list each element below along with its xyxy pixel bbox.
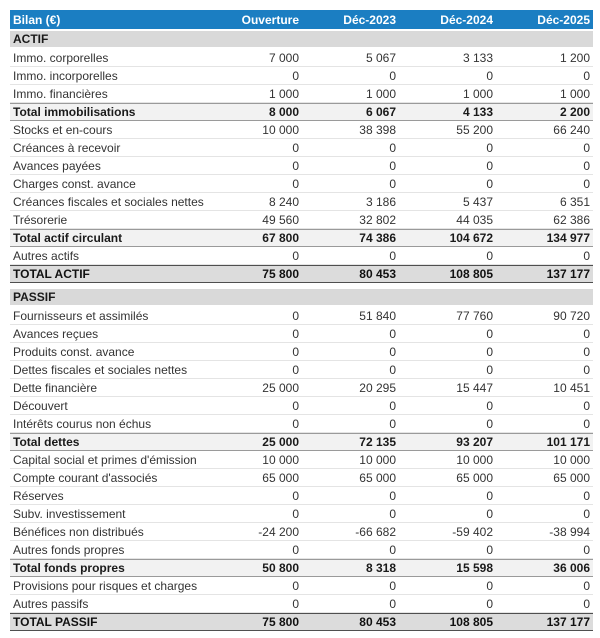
cell-value: 0 [486,140,493,155]
cell-value: 137 177 [546,615,590,629]
cell-value: 0 [486,416,493,431]
data-row [10,247,593,265]
cell-value: 62 386 [553,212,590,227]
cell-value: 0 [389,344,396,359]
cell-value: 0 [389,416,396,431]
data-row [10,67,593,85]
cell-value: 0 [583,68,590,83]
row-label: Fournisseurs et assimilés [13,308,149,323]
data-row [10,505,593,523]
row-label: Créances à recevoir [13,140,121,155]
cell-value: 0 [389,140,396,155]
subtotal-row [10,433,593,451]
row-label: Dette financière [13,380,98,395]
cell-value: 0 [583,578,590,593]
cell-value: 10 000 [262,452,299,467]
cell-value: 0 [292,488,299,503]
cell-value: 134 977 [546,231,590,245]
cell-value: 7 000 [268,50,299,65]
cell-value: 75 800 [262,267,299,281]
row-label: Créances fiscales et sociales nettes [13,194,204,209]
row-label: Réserves [13,488,64,503]
cell-value: 3 133 [462,50,493,65]
cell-value: 0 [389,578,396,593]
cell-value: 0 [292,248,299,263]
cell-value: 0 [486,506,493,521]
cell-value: 0 [292,344,299,359]
data-row [10,451,593,469]
cell-value: 137 177 [546,267,590,281]
cell-value: 0 [583,140,590,155]
cell-value: 80 453 [359,615,396,629]
cell-value: 0 [583,542,590,557]
data-row [10,595,593,613]
column-header-dec-2024: Déc-2024 [440,12,493,27]
cell-value: 0 [583,158,590,173]
data-row [10,523,593,541]
data-row [10,157,593,175]
cell-value: 15 598 [456,561,493,575]
row-label: Trésorerie [13,212,68,227]
subtotal-row [10,559,593,577]
cell-value: 0 [583,596,590,611]
cell-value: 0 [486,488,493,503]
cell-value: -66 682 [355,524,396,539]
cell-value: 20 295 [359,380,396,395]
cell-value: 65 000 [359,470,396,485]
subtotal-row [10,103,593,121]
total-row [10,265,593,283]
cell-value: 6 067 [365,105,396,119]
cell-value: 0 [583,326,590,341]
cell-value: 0 [486,344,493,359]
cell-value: 15 447 [456,380,493,395]
data-row [10,577,593,595]
cell-value: 55 200 [456,122,493,137]
cell-value: 0 [583,416,590,431]
cell-value: 36 006 [553,561,590,575]
cell-value: -24 200 [258,524,299,539]
balance-sheet-table [10,10,593,631]
cell-value: 0 [486,542,493,557]
cell-value: 0 [389,596,396,611]
row-label: Autres passifs [13,596,89,611]
cell-value: 10 000 [262,122,299,137]
data-row [10,415,593,433]
row-label: Autres fonds propres [13,542,125,557]
section-row [10,31,593,49]
cell-value: 0 [583,506,590,521]
cell-value: 0 [292,308,299,323]
row-label: Total fonds propres [13,561,125,575]
cell-value: 10 000 [456,452,493,467]
cell-value: 0 [583,248,590,263]
data-row [10,325,593,343]
cell-value: 6 351 [559,194,590,209]
cell-value: 0 [389,362,396,377]
cell-value: 0 [486,158,493,173]
cell-value: -38 994 [549,524,590,539]
cell-value: 25 000 [262,435,299,449]
row-label: Dettes fiscales et sociales nettes [13,362,188,377]
cell-value: 5 437 [462,194,493,209]
data-row [10,175,593,193]
cell-value: 0 [389,326,396,341]
row-label: Immo. financières [13,86,108,101]
data-row [10,307,593,325]
row-label: Total actif circulant [13,231,123,245]
data-row [10,49,593,67]
data-row [10,343,593,361]
row-label: Capital social et primes d'émission [13,452,197,467]
cell-value: 0 [292,176,299,191]
cell-value: 0 [292,362,299,377]
row-label: Charges const. avance [13,176,136,191]
cell-value: 1 200 [559,50,590,65]
cell-value: 0 [292,140,299,155]
row-label: Produits const. avance [13,344,135,359]
table-rows [10,31,593,631]
row-label: TOTAL ACTIF [13,267,90,281]
data-row [10,85,593,103]
cell-value: 0 [389,68,396,83]
cell-value: 0 [389,158,396,173]
cell-value: 8 318 [365,561,396,575]
table-title: Bilan (€) [13,12,61,27]
cell-value: 77 760 [456,308,493,323]
cell-value: 10 451 [553,380,590,395]
row-label: Immo. incorporelles [13,68,118,83]
cell-value: 0 [583,362,590,377]
cell-value: 0 [486,68,493,83]
data-row [10,541,593,559]
cell-value: 72 135 [359,435,396,449]
cell-value: 108 805 [449,267,493,281]
data-row [10,139,593,157]
row-label: Subv. investissement [13,506,126,521]
cell-value: 0 [292,326,299,341]
cell-value: 38 398 [359,122,396,137]
cell-value: 0 [583,488,590,503]
cell-value: 0 [389,542,396,557]
cell-value: 0 [583,176,590,191]
cell-value: 1 000 [365,86,396,101]
cell-value: 32 802 [359,212,396,227]
cell-value: 1 000 [268,86,299,101]
row-label: Compte courant d'associés [13,470,158,485]
cell-value: 101 171 [546,435,590,449]
section-row [10,289,593,307]
cell-value: 0 [292,68,299,83]
cell-value: 1 000 [559,86,590,101]
cell-value: 108 805 [449,615,493,629]
cell-value: 90 720 [553,308,590,323]
cell-value: 0 [486,176,493,191]
subtotal-row [10,229,593,247]
cell-value: 10 000 [553,452,590,467]
cell-value: 0 [389,248,396,263]
cell-value: 1 000 [462,86,493,101]
row-label: Avances reçues [13,326,99,341]
cell-value: 10 000 [359,452,396,467]
row-label: Stocks et en-cours [13,122,113,137]
cell-value: 66 240 [553,122,590,137]
column-header-dec-2023: Déc-2023 [343,12,396,27]
cell-value: 0 [583,398,590,413]
cell-value: 51 840 [359,308,396,323]
row-label: Total dettes [13,435,80,449]
cell-value: 0 [389,176,396,191]
cell-value: 0 [292,416,299,431]
cell-value: 49 560 [262,212,299,227]
cell-value: 8 000 [268,105,299,119]
cell-value: 0 [486,578,493,593]
cell-value: 0 [292,596,299,611]
cell-value: 0 [583,344,590,359]
cell-value: 5 067 [365,50,396,65]
cell-value: 93 207 [456,435,493,449]
cell-value: 65 000 [553,470,590,485]
column-header-dec-2025: Déc-2025 [537,12,590,27]
cell-value: 8 240 [268,194,299,209]
cell-value: 0 [292,158,299,173]
cell-value: 44 035 [456,212,493,227]
cell-value: 0 [292,398,299,413]
cell-value: 0 [486,596,493,611]
cell-value: 50 800 [262,561,299,575]
cell-value: 0 [486,398,493,413]
cell-value: 0 [292,506,299,521]
cell-value: 0 [486,326,493,341]
cell-value: 0 [389,398,396,413]
cell-value: -59 402 [452,524,493,539]
cell-value: 25 000 [262,380,299,395]
row-label: Avances payées [13,158,101,173]
cell-value: 0 [486,362,493,377]
row-label: ACTIF [13,32,49,46]
row-label: Autres actifs [13,248,80,263]
data-row [10,487,593,505]
table-header [10,10,593,29]
cell-value: 65 000 [262,470,299,485]
cell-value: 0 [389,506,396,521]
row-label: Bénéfices non distribués [13,524,144,539]
cell-value: 67 800 [262,231,299,245]
row-label: Immo. corporelles [13,50,109,65]
data-row [10,121,593,139]
cell-value: 104 672 [449,231,493,245]
cell-value: 75 800 [262,615,299,629]
cell-value: 2 200 [559,105,590,119]
cell-value: 0 [486,248,493,263]
cell-value: 0 [292,578,299,593]
cell-value: 3 186 [365,194,396,209]
data-row [10,211,593,229]
data-row [10,469,593,487]
cell-value: 74 386 [359,231,396,245]
row-label: Total immobilisations [13,105,136,119]
data-row [10,397,593,415]
column-header-ouverture: Ouverture [241,12,299,27]
row-label: Provisions pour risques et charges [13,578,198,593]
cell-value: 0 [389,488,396,503]
row-label: Découvert [13,398,68,413]
cell-value: 80 453 [359,267,396,281]
row-label: PASSIF [13,290,56,304]
data-row [10,361,593,379]
data-row [10,379,593,397]
row-label: TOTAL PASSIF [13,615,98,629]
cell-value: 4 133 [462,105,493,119]
cell-value: 65 000 [456,470,493,485]
row-label: Intérêts courus non échus [13,416,152,431]
cell-value: 0 [292,542,299,557]
data-row [10,193,593,211]
total-row [10,613,593,631]
